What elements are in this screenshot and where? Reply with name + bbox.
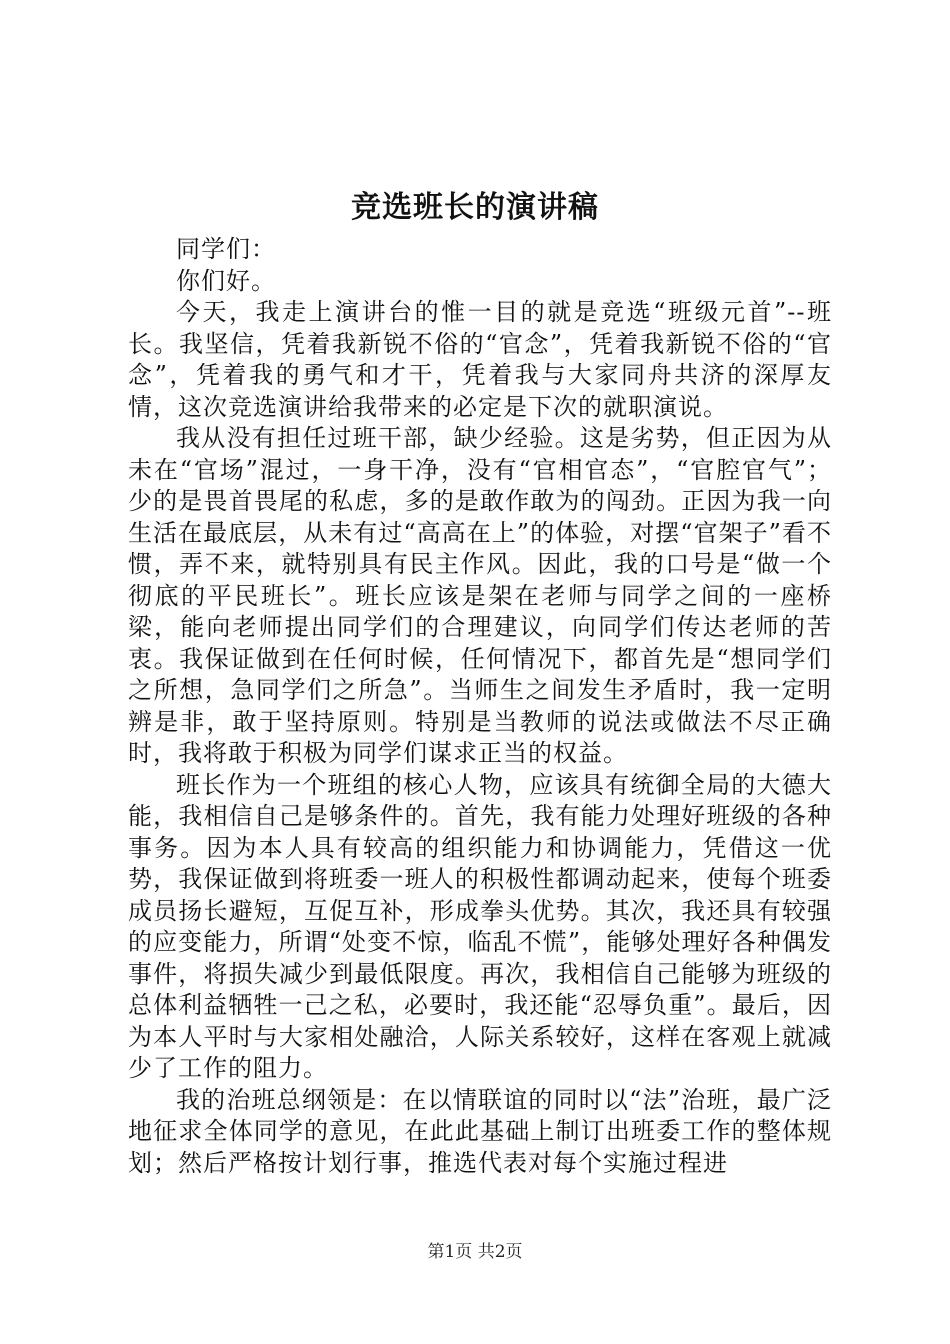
paragraph-intro: 今天，我走上演讲台的惟一目的就是竞选“班级元首”--班长。我坚信，凭着我新锐不俗的“官念”，凭着我新锐不俗的“官念”，凭着我的勇气和才干，凭着我与大家同舟共济的深厚友情，这次竞选演讲给我带来的必定是下次的就职演说。	[128, 298, 832, 421]
paragraph-ability: 班长作为一个班组的核心人物，应该具有统御全局的大德大能，我相信自己是够条件的。首先，我有能力处理好班级的各种事务。因为本人具有较高的组织能力和协调能力，凭借这一优势，我保证做到将班委一班人的积极性都调动起来，使每个班委成员扬长避短，互促互补，形成拳头优势。其次，我还具有较强的应变能力，所谓“处变不惊，临乱不慌”，能够处理好各种偶发事件，将损失减少到最低限度。再次，我相信自己能够为班级的总体利益牺牲一己之私，必要时，我还能“忍辱负重”。最后，因为本人平时与大家相处融洽，人际关系较好，这样在客观上就减少了工作的阻力。	[128, 770, 832, 1082]
paragraph-greeting: 同学们：	[176, 235, 276, 263]
paragraph-hello: 你们好。	[176, 266, 276, 295]
document-title: 竞选班长的演讲稿	[351, 190, 599, 225]
paragraph-program: 我的治班总纲领是：在以情联谊的同时以“法”治班，最广泛地征求全体同学的意见，在此此基础上制订出班委工作的整体规划；然后严格按计划行事，推选代表对每个实施过程进	[128, 1085, 832, 1177]
document-body	[128, 234, 832, 1179]
page-footer: 第1页 共2页	[427, 1242, 523, 1262]
paragraph-experience: 我从没有担任过班干部，缺少经验。这是劣势，但正因为从未在“官场”混过，一身干净，没有“官相官态”，“官腔官气”；少的是畏首畏尾的私虑，多的是敢作敢为的闯劲。正因为我一向生活在最底层，从未有过“高高在上”的体验，对摆“官架子”看不惯，弄不来，就特别具有民主作风。因此，我的口号是“做一个彻底的平民班长”。班长应该是架在老师与同学之间的一座桥梁，能向老师提出同学们的合理建议，向同学们传达老师的苦衷。我保证做到在任何时候，任何情况下，都首先是“想同学们之所想，急同学们之所急”。当师生之间发生矛盾时，我一定明辨是非，敢于坚持原则。特别是当教师的说法或做法不尽正确时，我将敢于积极为同学们谋求正当的权益。	[128, 424, 832, 767]
